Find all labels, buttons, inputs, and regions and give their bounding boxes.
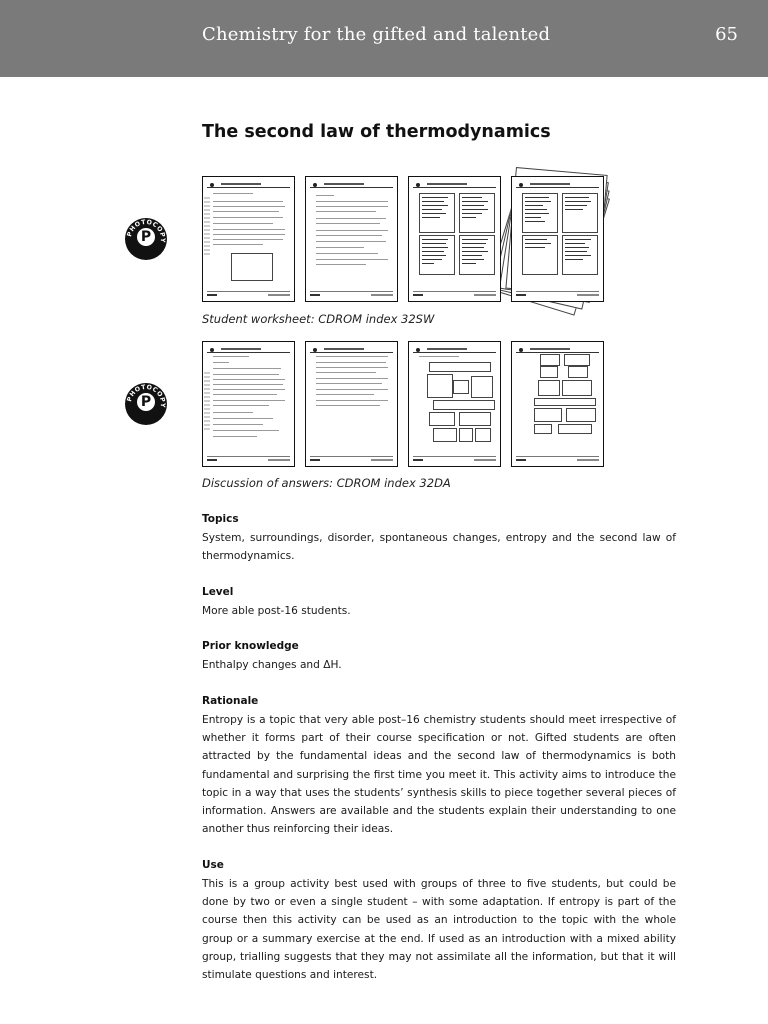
photocopy-letter: P xyxy=(137,228,155,246)
answers-page-thumbnail xyxy=(511,341,604,467)
rationale-section xyxy=(202,695,676,838)
running-title: Chemistry for the gifted and talented xyxy=(202,24,551,45)
answers-page-thumbnail xyxy=(408,341,501,467)
worksheet-page-thumbnail xyxy=(408,176,501,302)
prior-knowledge-heading: Prior knowledge xyxy=(202,640,299,652)
page-number: 65 xyxy=(715,24,738,45)
worksheet-page-thumbnail xyxy=(305,176,398,302)
worksheet-page-thumbnail xyxy=(202,176,295,302)
use-section xyxy=(202,859,676,984)
photocopy-badge xyxy=(125,218,167,260)
topics-body: System, surroundings, disorder, spontaneous changes, entropy and the second law of thermodynamics. xyxy=(202,532,676,563)
answers-thumbnails xyxy=(202,341,607,469)
level-heading: Level xyxy=(202,586,234,598)
use-heading: Use xyxy=(202,859,224,871)
worksheet-thumbnails xyxy=(202,176,607,304)
rationale-body: Entropy is a topic that very able post–16 chemistry students should meet irrespective of whether it forms part of their course specification or not. Gifted students are often attracted by the fundamental ideas and the second law of thermodynamics is both fundamental and surprising the first time you meet it. This activity aims to introduce the topic in a way that uses the students’ synthesis skills to piece together several pieces of information. Answers are available and the students explain their understanding to one another thus reinforcing their ideas. xyxy=(202,714,676,836)
rationale-heading: Rationale xyxy=(202,695,259,707)
answers-caption: Discussion of answers: CDROM index 32DA xyxy=(202,476,451,490)
topics-section xyxy=(202,513,676,565)
use-body: This is a group activity best used with groups of three to five students, but could be done by two or even a single student – with some adaptation. If entropy is part of the course then this activity can be used as an introduction to the topic with the whole group or a summary exercise at the end. If used as an introduction with a mixed ability group, trialling suggests that they may not assimilate all the information, but that it will stimulate questions and interest. xyxy=(202,878,676,982)
page-header xyxy=(0,0,768,77)
prior-knowledge-body: Enthalpy changes and ΔH. xyxy=(202,659,342,671)
answers-page-thumbnail xyxy=(305,341,398,467)
photocopy-letter: P xyxy=(137,393,155,411)
topics-heading: Topics xyxy=(202,513,239,525)
worksheet-caption: Student worksheet: CDROM index 32SW xyxy=(202,312,435,326)
level-section xyxy=(202,586,676,620)
prior-knowledge-section xyxy=(202,640,676,674)
level-body: More able post-16 students. xyxy=(202,605,351,617)
document-title: The second law of thermodynamics xyxy=(202,122,551,142)
answers-page-thumbnail xyxy=(202,341,295,467)
svg-text:PHOTOCOPY: PHOTOCOPY xyxy=(126,383,167,409)
worksheet-page-thumbnail xyxy=(511,176,604,302)
photocopy-badge xyxy=(125,383,167,425)
svg-text:PHOTOCOPY: PHOTOCOPY xyxy=(126,218,167,244)
